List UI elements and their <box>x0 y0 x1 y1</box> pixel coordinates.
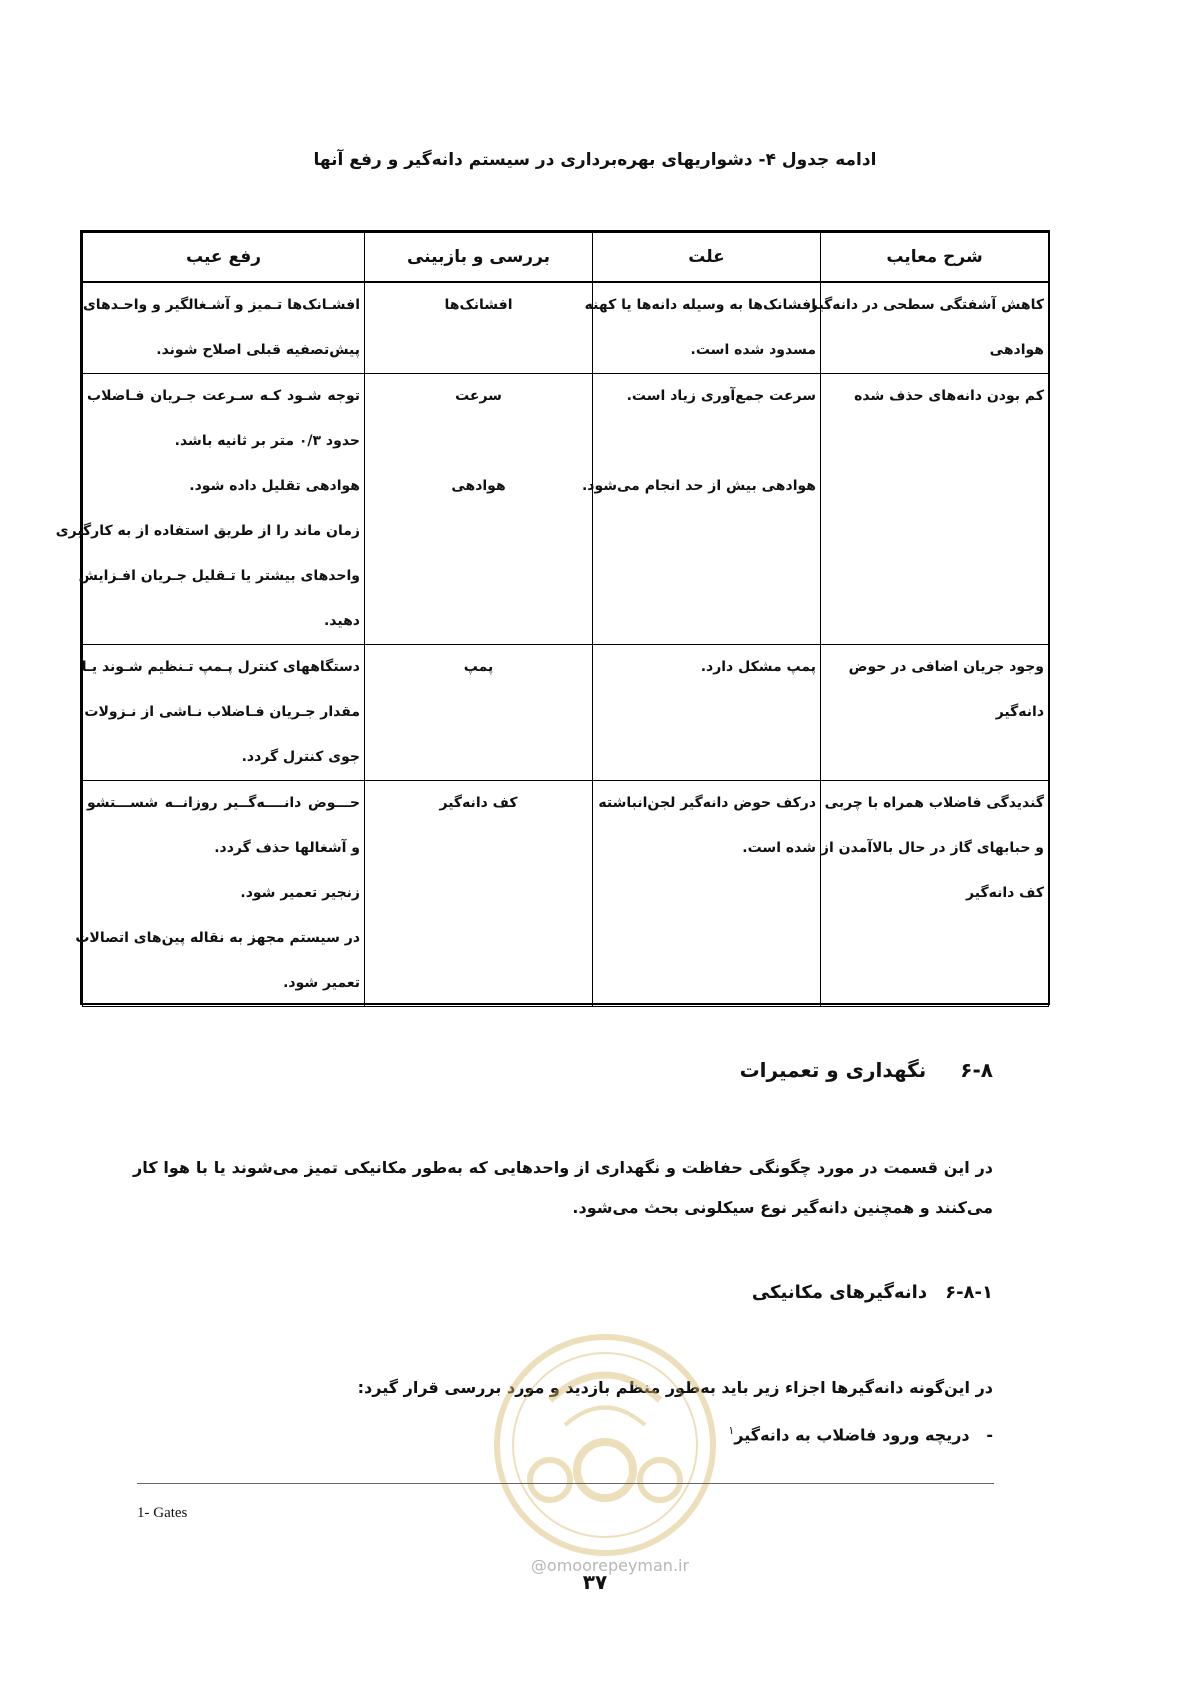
table-row <box>83 282 1049 374</box>
cell-line: دانه‌گیر <box>995 704 1044 720</box>
cell-cause <box>593 645 821 781</box>
cell-inspection <box>365 282 593 374</box>
cell-line: هوادهی تقلیل داده شود. <box>189 478 360 494</box>
cell-line: دستگاههای کنترل پـمپ تـنظیم شـوند یـا <box>81 659 360 675</box>
troubleshooting-table <box>55 230 1050 1005</box>
cell-remedy <box>83 645 365 781</box>
cell-line: واحدهای بیشتر یا تـقلیل جـریان افـزایش <box>78 568 360 584</box>
cell-line: زنجیر تعمیر شود. <box>240 885 360 901</box>
table-row <box>83 781 1049 1007</box>
cell-remedy <box>55 374 365 645</box>
cell-line: افشـانک‌ها تـمیز و آشـغالگیر و واحـدهای <box>82 297 360 313</box>
cell-line: هوادهی <box>451 478 506 494</box>
page-number: ۳۷ <box>582 1570 608 1594</box>
table-row <box>83 374 1049 645</box>
cell-line: سرعت جمع‌آوری زیاد است. <box>626 388 816 404</box>
cell-line: زمان ماند را از طریق استفاده از به کارگیری <box>55 523 360 539</box>
cell-inspection <box>365 645 593 781</box>
cell-line: پمپ مشکل دارد. <box>700 659 816 675</box>
cell-line: مسدود شده است. <box>690 342 816 358</box>
cell-line: کم بودن دانه‌های حذف شده <box>854 388 1044 404</box>
cell-line: و حبابهای گاز در حال بالاآمدن از <box>820 840 1044 856</box>
bullet-dash: - <box>986 1425 993 1445</box>
cell-line: حـــوض دانــــه‌گــیر روزانــه شســـتشو <box>87 795 360 811</box>
cell-line: افشانک‌ها <box>444 297 513 313</box>
cell-description <box>821 781 1049 1007</box>
cell-line: کاهش آشفتگی سطحی در دانه‌گیر <box>809 297 1044 313</box>
cell-remedy <box>75 781 365 1007</box>
header-description: شرح معایب <box>821 233 1049 283</box>
cell-line: افشانک‌ها به وسیله دانه‌ها یا کهنه <box>584 297 816 313</box>
cell-remedy <box>83 282 365 374</box>
section-title: نگهداری و تعمیرات <box>739 1058 927 1082</box>
section-intro-paragraph: در این قسمت در مورد چگونگی حفاظت و نگهداری از واحدهایی که به‌طور مکانیکی تمیز می‌شوند یا با هوا کار می‌کنند و همچنین دانه‌گیر نوع سیکلونی بحث می‌شود. <box>133 1158 993 1217</box>
cell-line: گندیدگی فاضلاب همراه با چربی <box>824 795 1044 811</box>
subsection-title: دانه‌گیرهای مکانیکی <box>751 1282 928 1303</box>
cell-cause <box>593 781 821 1007</box>
table-caption: ادامه جدول ۴- دشواریهای بهره‌برداری در سیستم دانه‌گیر و رفع آنها <box>313 150 877 170</box>
cell-line: جوی کنترل گردد. <box>241 749 360 765</box>
cell-line: پیش‌تصفیه قبلی اصلاح شوند. <box>156 342 360 358</box>
section-number: ۶-۸ <box>960 1058 993 1082</box>
cell-line: دهید. <box>323 613 360 629</box>
cell-description <box>821 645 1049 781</box>
cell-line: در سیستم مجهز به نقاله پین‌های اتصالات <box>75 930 360 946</box>
cell-line: شده است. <box>742 840 816 856</box>
cell-cause <box>581 374 821 645</box>
bullet-text: دریچه ورود فاضلاب به دانه‌گیر <box>734 1425 970 1445</box>
cell-inspection <box>365 781 593 1007</box>
cell-line: و آشغالها حذف گردد. <box>214 840 360 856</box>
cell-line: پمپ <box>463 659 494 675</box>
cell-description <box>809 282 1049 374</box>
header-cause: علت <box>593 233 821 283</box>
cell-line: هوادهی <box>989 342 1044 358</box>
cell-description <box>821 374 1049 645</box>
cell-line: توجه شـود کـه سـرعت جـریان فـاضلاب <box>87 388 360 404</box>
footnote-ref: ۱ <box>728 1424 735 1437</box>
table-row <box>83 645 1049 781</box>
footnote: 1- Gates <box>137 1505 188 1521</box>
cell-cause <box>584 282 821 374</box>
header-inspection: بررسی و بازبینی <box>365 233 593 283</box>
table-header-row <box>83 233 1049 283</box>
cell-line: مقدار جـریان فـاضلاب نـاشی از نـزولات <box>84 704 360 720</box>
cell-line: درکف حوض دانه‌گیر لجن‌انباشته <box>598 795 816 811</box>
cell-inspection <box>365 374 593 645</box>
watermark-logo <box>490 1330 720 1560</box>
subsection-number: ۶-۸-۱ <box>945 1282 993 1303</box>
section-heading <box>100 1058 993 1082</box>
footnote-divider <box>137 1483 994 1484</box>
header-remedy: رفع عیب <box>83 233 365 283</box>
cell-line: هوادهی بیش از حد انجام می‌شود. <box>581 478 816 494</box>
cell-line: کف دانه‌گیر <box>439 795 518 811</box>
subsection-heading <box>100 1282 993 1303</box>
cell-line: وجود جریان اضافی در حوض <box>848 659 1044 675</box>
cell-line: تعمیر شود. <box>283 975 360 991</box>
watermark-url: @omoorepeyman.ir <box>530 1556 690 1575</box>
cell-line: کف دانه‌گیر <box>966 885 1044 901</box>
cell-line: حدود ۰/۳ متر بر ثانیه باشد. <box>174 433 360 449</box>
cell-line: سرعت <box>455 388 502 404</box>
subsection-intro: در این‌گونه دانه‌گیرها اجزاء زیر باید به‌طور منظم بازدید و مورد بررسی قرار گیرد: <box>357 1378 993 1397</box>
